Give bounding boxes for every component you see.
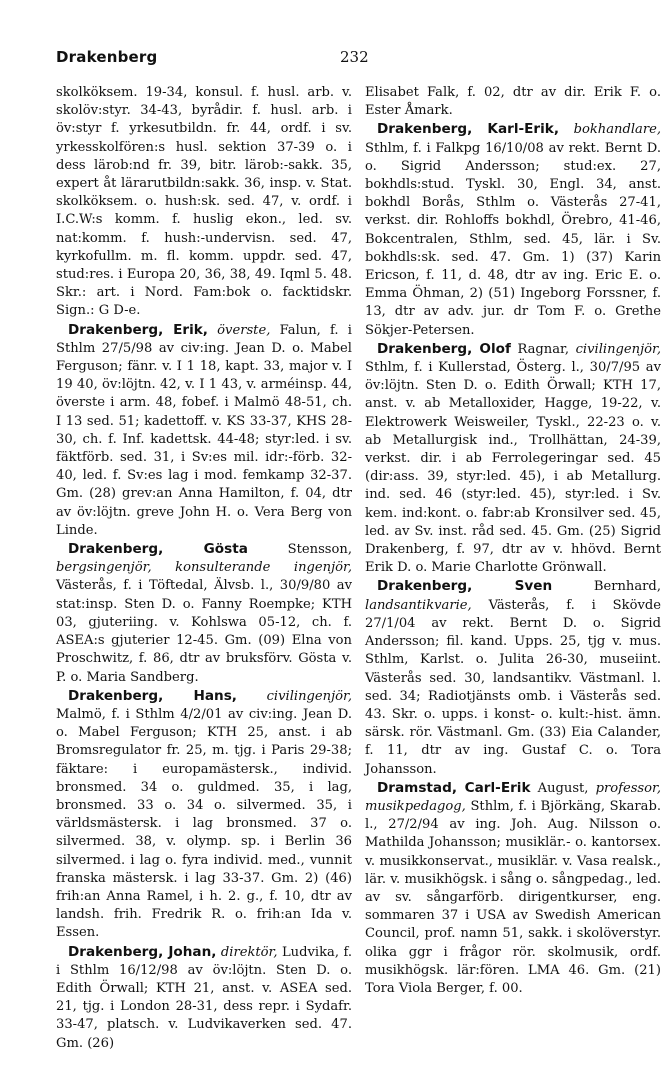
entry-given-names: August,: [530, 780, 589, 796]
entry-erik-drakenberg: [56, 321, 352, 540]
entry-text: Ludvika, f. i Sthlm 16/12/98 av öv:löjtn. Sten D. o. Edith Örwall; KTH 21, anst. v. ASEA sed. 21, tjg. i London 28-31, dess repr. i Sydafr. 33-47, platsch. v. Ludvikaverken sed. 47. Gm. (26): [56, 944, 352, 1051]
entry-name: Drakenberg, Johan,: [68, 943, 217, 960]
right-column: [365, 84, 661, 998]
page-header: [56, 48, 656, 72]
entry-text: Sthlm, f. i Björkäng, Skarab. l., 27/2/94 av ing. Joh. Aug. Nilsson o. Mathilda Johansson; musiklär.- o. kantorsex. v. musikkonservat., musiklär. v. Vasa realsk., lär. v. musikhögsk. i sång o. sångpedag., led. av sv. sångarförb. dirigentkurser, eng. sommaren 37 i USA av Swedish American Council, prof. namn 51, sakk. i skolöverstyr. olika ggr i frågor rör. skolmusik, ordf. musikhögsk. lär:fören. LMA 46. Gm. (21) Tora Viola Berger, f. 00.: [365, 798, 661, 996]
entry-carl-erik-dramstad: [365, 779, 661, 998]
entry-title: bokhandlare,: [559, 122, 661, 138]
entry-given-names: Bernhard,: [552, 579, 661, 595]
entry-sven-drakenberg: [365, 577, 661, 778]
entry-name: Drakenberg, Olof: [377, 340, 511, 357]
entry-title: bergsingenjör, konsulterande ingenjör,: [56, 560, 352, 576]
entry-name: Dramstad, Carl-Erik: [377, 779, 531, 796]
entry-gosta-drakenberg: [56, 540, 352, 687]
entry-given-names: Ragnar,: [510, 341, 570, 357]
entry-given-names: Stensson,: [247, 542, 352, 558]
entry-text: skolköksem. 19-34, konsul. f. husl. arb. v. skolöv:styr. 34-43, byrådir. f. husl. arb. i öv:styr f. yrkesutbildn. fr. 44, ordf. i sv. yrkesskolfören:s husl. sektion 37-39 o. i dess lärob:nd fr. 39, bitr. lärob:-sakk. 35, expert åt lärarutbildn:sakk. 36, insp. v. Stat. skolköksem. o. hush:sk. sed. 47, v. ordf. i I.C.W:s komm. f. huslig ekon., led. sv. nat:komm. f. hush:-undervisn. sed. 47, kyrkofullm. m. fl. komm. uppdr. sed. 47, stud:res. i Europa 20, 36, 38, 49. Iqml 5. 48. Skr.: art. i Nord. Fam:bok o. facktidskr. Sign.: G D-e.: [56, 85, 352, 319]
entry-text: Sthlm, f. i Kullerstad, Österg. l., 30/7/95 av öv:löjtn. Sten D. o. Edith Örwall; KTH 17, anst. v. ab Metalloxider, Hagge, 19-22, v. Elektrowerk Weisweiler, Tyskl., 22-23 o. v. ab Metallurgisk ind., Trollhättan, 24-39, verkst. dir. i ab Ferrolegeringar sed. 45 (dir:ass. 39, styr:led. 45), i ab Metallurg. ind. sed. 46 (styr:led. 45), styr:led. i Sv. kem. ind:kont. o. fabr:ab Kronsilver sed. 45, led. av Sv. inst. råd sed. 45. Gm. (25) Sigrid Drakenberg, f. 97, dtr av v. hhövd. Bernt Erik D. o. Marie Charlotte Grönwall.: [365, 360, 661, 576]
entry-hans-drakenberg: [56, 687, 352, 943]
entry-karl-erik-drakenberg: [365, 120, 661, 339]
running-head: Drakenberg: [56, 48, 158, 66]
entry-title: landsantikvarie,: [365, 597, 472, 613]
entry-title: överste,: [217, 322, 271, 338]
entry-name: Drakenberg, Gösta: [68, 541, 248, 558]
entry-name: Drakenberg, Hans,: [68, 687, 237, 704]
page-number: 232: [340, 48, 369, 66]
entry-text: Sthlm, f. i Falkpg 16/10/08 av rekt. Bernt D. o. Sigrid Andersson; stud:ex. 27, bokhdls:stud. Tyskl. 30, Engl. 34, anst. bokhdl Borås, Sthlm o. Västerås 27-41, verkst. dir. Rohloffs bokhdl, Örebro, 41-46, Bokcentralen, Sthlm, sed. 45, lär. i Sv. bokhdls:sk. sed. 47. Gm. 1) (37) Karin Ericson, f. 11, d. 48, dtr av ing. Eric E. o. Emma Öhman, 2) (51) Ingeborg Forssner, f. 13, dtr av adv. jur. dr Tom F. o. Grethe Sökjer-Petersen.: [365, 140, 661, 338]
entry-olof-drakenberg: [365, 340, 661, 578]
entry-continuation: [365, 84, 661, 120]
left-column: [56, 84, 352, 1053]
entry-title: civilingenjör,: [236, 688, 352, 704]
entry-name: Drakenberg, Sven: [377, 578, 553, 595]
entry-text: Elisabet Falk, f. 02, dtr av dir. Erik F. o. Ester Åmark.: [365, 85, 661, 119]
entry-text: Västerås, f. i Skövde 27/1/04 av rekt. Bernt D. o. Sigrid Andersson; fil. kand. Upps. 25, tjg v. mus. Sthlm, Karlst. o. Julita 26-30, museiint. Västerås sed. 30, landsantikv. Västmanl. l. sed. 34; Radiotjänsts omb. i Västerås sed. 43. Skr. o. upps. i konst- o. kult:-hist. ämn. särsk. rör. Västmanl. Gm. (33) Eia Calander, f. 11, dtr av ing. Gustaf C. o. Tora Johansson.: [365, 597, 661, 777]
entry-name: Drakenberg, Karl-Erik,: [377, 121, 559, 138]
entry-name: Drakenberg, Erik,: [68, 321, 208, 338]
entry-title: professor, musikpedagog,: [365, 780, 661, 814]
entry-continuation: [56, 84, 352, 321]
entry-text: Västerås, f. i Töftedal, Älvsb. l., 30/9/80 av stat:insp. Sten D. o. Fanny Roempke; KTH 03, gjuteriing. v. Kohlswa 05-12, ch. f. ASEA:s gjuterier 12-45. Gm. (09) Elna von Proschwitz, f. 86, dtr av bruksförv. Gösta v. P. o. Maria Sandberg.: [56, 578, 352, 685]
entry-title: direktör,: [216, 944, 278, 960]
entry-text: Malmö, f. i Sthlm 4/2/01 av civ:ing. Jean D. o. Mabel Ferguson; KTH 25, anst. i ab Bromsregulator fr. 25, m. tjg. i Paris 29-38; fäktare: i europamästersk., individ. bronsmed. 34 o. guldmed. 35, i lag, bronsmed. 33 o. 34 o. silvermed. 35, i världsmästersk. i lag bronsmed. 37 o. silvermed. 38, v. olymp. sp. i Berlin 36 silvermed. i lag o. fyra individ. med., vunnit franska mästersk. i lag 33-37. Gm. 2) (46) frih:an Anna Ramel, i h. 2. g., f. 10, dtr av landsh. frih. Fredrik R. o. frih:an Ida v. Essen.: [56, 706, 352, 941]
entry-johan-drakenberg: [56, 943, 352, 1053]
entry-title: civilingenjör,: [569, 341, 661, 357]
entry-text: Falun, f. i Sthlm 27/5/98 av civ:ing. Jean D. o. Mabel Ferguson; fänr. v. I 1 18, kapt. 33, major v. I 19 40, öv:löjtn. 42, v. I 1 43, v. arméinsp. 44, överste i arm. 48, fobef. i Malmö 48-51, ch. I 13 sed. 51; kadettoff. v. KS 33-37, KHS 28-30, ch. f. Inf. kadettsk. 44-48; styr:led. i sv. fäktförb. sed. 31, i Sv:es mil. idr:-förb. 32-40, led. f. Sv:es lag i mod. femkamp 32-37. Gm. (28) grev:an Anna Hamilton, f. 04, dtr av öv:löjtn. greve John H. o. Vera Berg von Linde.: [56, 322, 352, 538]
